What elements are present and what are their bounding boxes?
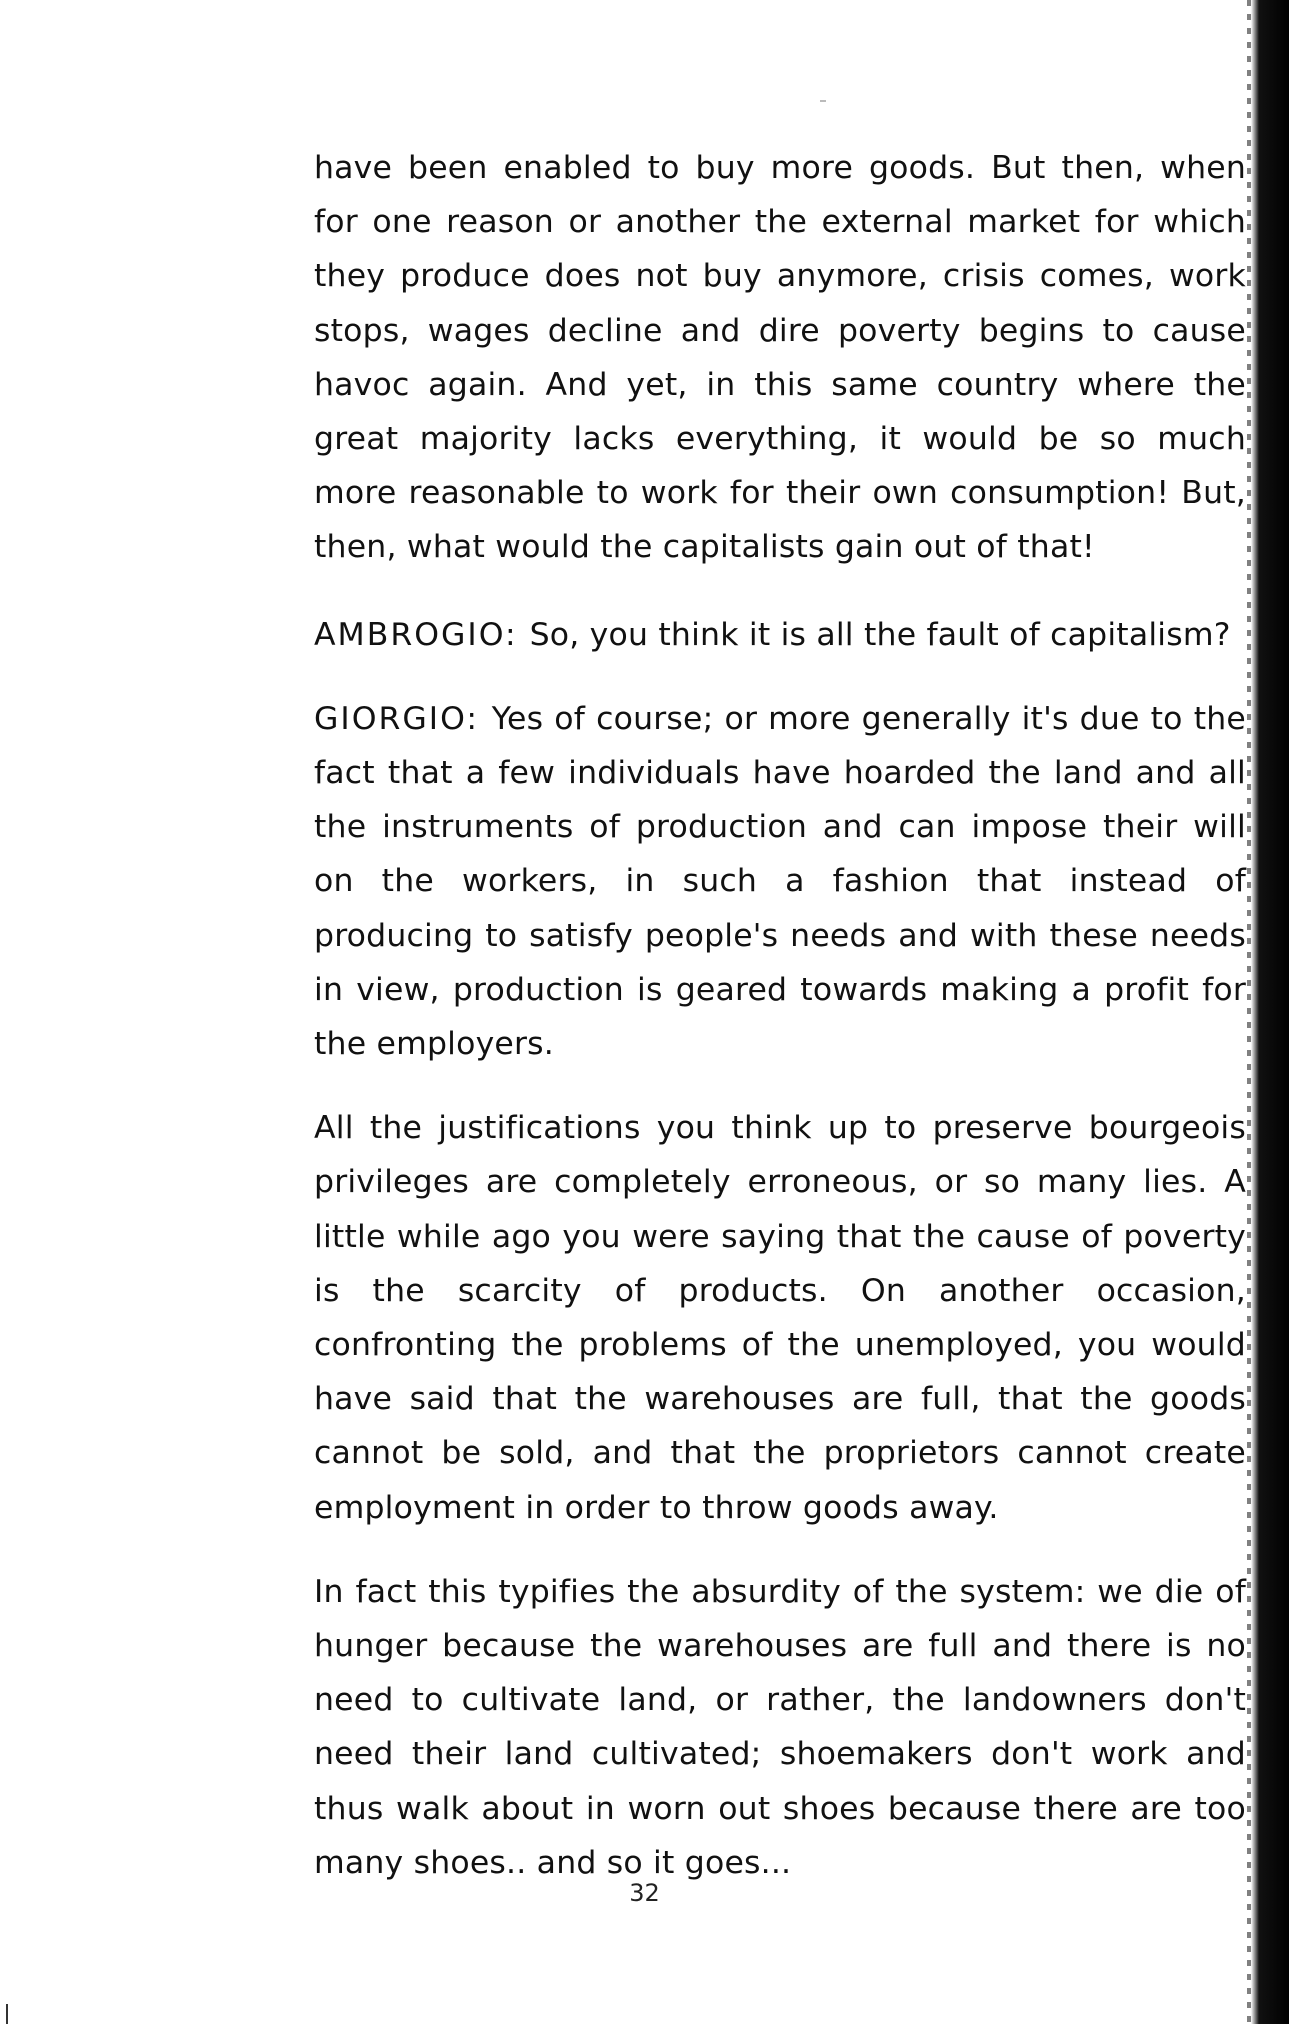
paragraph-3-text: Yes of course; or more generally it's due to the fact that a few individuals have hoarded the land and all the instruments of production and can impose their will on the workers, in such a fashion that instead of producing to satisfy people's needs and with these needs in view, production is geared towards making a profit for the employers. <box>314 700 1246 1063</box>
paragraph-5-text: In fact this typifies the absurdity of the system: we die of hunger because the warehouses are full and there is no need to cultivate land, or rather, the landowners don't need their land cultivated; shoemakers don't work and thus walk about in worn out shoes because there are too many shoes.. and so it goes... <box>314 1573 1246 1881</box>
binding-shadow <box>1251 0 1289 2024</box>
paragraph-1-text: have been enabled to buy more goods. But then, when for one reason or another the external market for which they produce does not buy anymore, crisis comes, work stops, wages decline and dire poverty begins to cause havoc again. And yet, in this same country where the great majority lacks everything, it would be so much more reasonable to work for their own consumption! But, then, what would the capitalists gain out of that! <box>314 150 1246 566</box>
paragraph-2 <box>314 608 1246 662</box>
speaker-giorgio: GIORGIO: <box>314 700 492 737</box>
paragraph-3 <box>314 692 1246 1071</box>
body-text <box>314 141 1246 1920</box>
paragraph-4 <box>314 1101 1246 1535</box>
speaker-ambrogio: AMBROGIO: <box>314 616 530 653</box>
paragraph-2-text: So, you think it is all the fault of capitalism? <box>529 616 1231 653</box>
paragraph-4-text: All the justifications you think up to preserve bourgeois privileges are completely erroneous, or so many lies. A little while ago you were saying that the cause of poverty is the scarcity of products. On another occasion, confronting the problems of the unemployed, you would have said that the warehouses are full, that the goods cannot be sold, and that the proprietors cannot create employment in order to throw goods away. <box>314 1110 1246 1526</box>
paragraph-5 <box>314 1565 1246 1890</box>
page-number: 32 <box>629 1879 660 1907</box>
crop-mark <box>6 2004 8 2024</box>
scan-speck <box>820 100 826 102</box>
paragraph-1 <box>314 141 1246 575</box>
